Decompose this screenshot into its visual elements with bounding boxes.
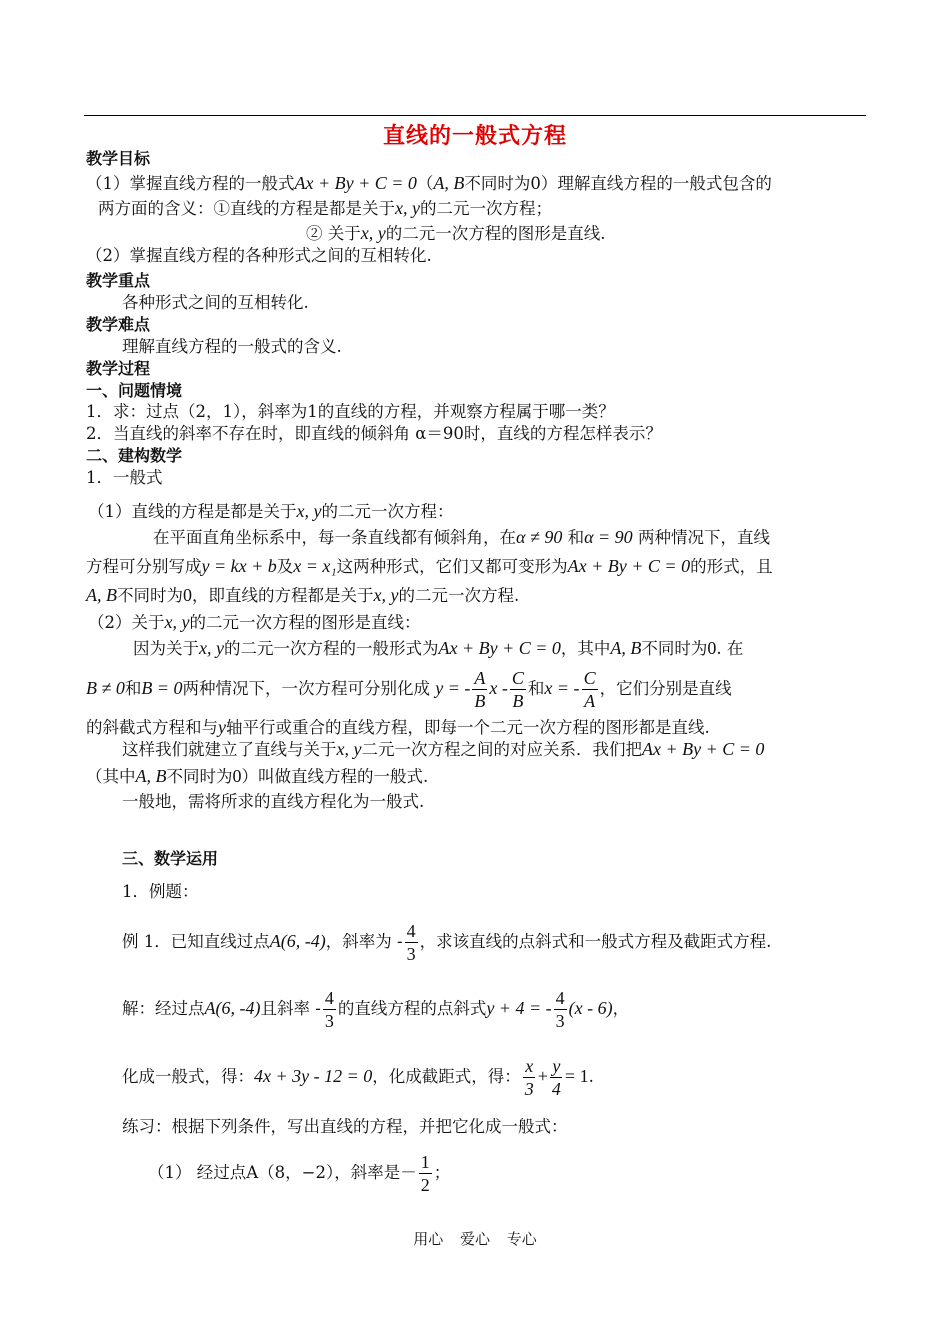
zero: 0 [183, 585, 192, 605]
numerator: 4 [555, 988, 565, 1008]
hard-heading: 教学难点 [86, 315, 151, 334]
fraction-1-over-2 [419, 1153, 432, 1194]
text: （其中 [86, 767, 136, 786]
text: 方程可分别写成 [86, 557, 202, 576]
numerator: x [525, 1056, 534, 1076]
numerator: 4 [324, 988, 334, 1008]
para1 [88, 500, 453, 523]
para6 [133, 637, 743, 660]
practice-1 [148, 1150, 450, 1196]
math-xy: x, y [395, 198, 420, 218]
text: 两种情况下，直线 [637, 528, 770, 547]
text: ， [612, 999, 630, 1018]
key-heading: 教学重点 [86, 271, 151, 290]
numerator: C [511, 668, 524, 688]
example-label: 1．例题： [122, 882, 199, 901]
math-AB: A, B [86, 585, 117, 605]
section2-heading: 二、建构数学 [86, 446, 183, 465]
goal2: （2）掌握直线方程的各种形式之间的互相转化. [86, 246, 432, 265]
numerator: 1 [420, 1152, 430, 1172]
text: 及 [276, 557, 294, 576]
B-eq-0: B = 0 [141, 678, 183, 698]
text: . 在 [716, 639, 744, 658]
para4 [86, 584, 519, 607]
text: （1） 经过点A（8，−2），斜率是－ [148, 1163, 417, 1182]
x-equals-minus: x = - [544, 678, 580, 698]
math-y: y [218, 717, 226, 737]
key-text: 各种形式之间的互相转化. [122, 293, 309, 312]
numerator: C [583, 668, 596, 688]
denominator: 4 [551, 1079, 561, 1099]
math-xy: x, y [336, 739, 362, 759]
B-neq-0: B ≠ 0 [86, 678, 125, 698]
general-form-line [122, 1053, 594, 1100]
zero: 0 [707, 638, 717, 658]
denominator: 3 [406, 944, 416, 964]
equals-one: = 1 [564, 1066, 589, 1086]
hard-text: 理解直线方程的一般式的含义. [122, 337, 342, 356]
fraction-A-over-B [472, 669, 487, 710]
general-form-result: 4x + 3y - 12 = 0 [254, 1066, 373, 1086]
numerator: y [552, 1056, 561, 1076]
page-title: 直线的一般式方程 [382, 124, 567, 149]
para10 [86, 765, 428, 788]
solution-line [122, 985, 629, 1032]
text: 轴平行或重合的直线方程，即每一个二元一次方程的图形都是直线. [226, 718, 710, 737]
text: 不同时为 [166, 767, 233, 786]
numerator: A [474, 668, 486, 688]
fraction-4-over-3 [323, 989, 336, 1030]
section3-heading: 三、数学运用 [122, 849, 219, 868]
math-xy: x, y [373, 585, 399, 605]
slope-form: y = kx + b [201, 556, 277, 576]
text: ，它们分别是直线 [599, 679, 732, 698]
general-equation: Ax + By + C = 0 [567, 556, 691, 576]
math-xy: x, y [296, 501, 322, 521]
text: 的二元一次方程： [321, 502, 454, 521]
denominator: 3 [524, 1079, 534, 1099]
para2 [153, 526, 770, 549]
text: 的二元一次方程的一般形式为 [223, 639, 439, 658]
text: （2）关于 [88, 613, 165, 632]
practice-intro: 练习：根据下列条件，写出直线的方程，并把它化成一般式： [122, 1117, 568, 1136]
math-AB: A, B [433, 173, 465, 193]
text: 化成一般式，得： [122, 1067, 254, 1086]
vertical-form: x = x₁ [293, 556, 337, 576]
denominator: A [584, 691, 596, 711]
para11: 一般地，需将所求的直线方程化为一般式. [122, 792, 425, 811]
text: 不同时为 [117, 586, 183, 605]
goal1-line2 [98, 197, 552, 220]
denominator: B [512, 691, 524, 711]
text: 的二元一次方程的图形是直线. [385, 224, 606, 243]
math-xy: x, y [164, 612, 190, 632]
numerator: 4 [406, 921, 416, 941]
text: 的斜截式方程和与 [86, 718, 218, 737]
text: ； [433, 1163, 451, 1182]
text: （1）掌握直线方程的一般式 [86, 174, 295, 193]
text: 和 [527, 679, 545, 698]
text: ，其中 [560, 639, 611, 658]
text: ）叫做直线方程的一般式. [241, 767, 429, 786]
general-equation: Ax + By + C = 0 [641, 739, 765, 759]
goal-heading: 教学目标 [86, 149, 151, 168]
fraction-4-over-3 [554, 989, 567, 1030]
x-minus: x - [489, 678, 508, 698]
text: 不同时为0）理解直线方程的一般式包含的 [464, 174, 772, 193]
text: 的二元一次方程的图形是直线： [189, 613, 421, 632]
text: 例 1．已知直线过点 [122, 932, 270, 951]
fraction-C-over-A [582, 669, 598, 710]
header-rule [84, 115, 866, 116]
text: 且斜率 - [260, 999, 321, 1018]
text: 这两种形式，它们又都可变形为 [336, 557, 568, 576]
text: 不同时为 [641, 639, 708, 658]
text: 解：经过点 [122, 999, 205, 1018]
text: . [588, 1067, 594, 1086]
point-slope-rhs: (x - 6) [568, 998, 613, 1018]
question-2: 2．当直线的斜率不存在时，即直线的倾斜角 α＝90时，直线的方程怎样表示？ [86, 424, 662, 443]
text: 在平面直角坐标系中，每一条直线都有倾斜角，在 [153, 528, 516, 547]
example-1 [122, 918, 771, 965]
text: 这样我们就建立了直线与关于 [122, 740, 337, 759]
math-AB: A, B [610, 638, 642, 658]
denominator: 3 [324, 1011, 334, 1031]
denominator: 3 [555, 1011, 565, 1031]
math-xy: x, y [199, 638, 224, 658]
math-AB: A, B [135, 766, 167, 786]
para8 [86, 716, 710, 739]
question-1: 1．求：过点（2，1），斜率为1的直线的方程，并观察方程属于哪一类？ [86, 402, 615, 421]
text: ，化成截距式，得： [372, 1067, 521, 1086]
text: ，即直线的方程都是关于 [192, 586, 374, 605]
text: ，求该直线的点斜式和一般式方程及截距式方程. [419, 932, 772, 951]
section1-heading: 一、问题情境 [86, 381, 183, 400]
goal1-line3 [306, 222, 605, 245]
para7 [86, 665, 732, 712]
alpha-neq-90: α ≠ 90 [516, 527, 563, 547]
text: 的二元一次方程； [419, 199, 552, 218]
text: 的直线方程的点斜式 [337, 999, 487, 1018]
plus-sign: + [537, 1066, 548, 1086]
math-xy: x, y [360, 223, 386, 243]
goal1-line1 [86, 172, 772, 195]
page-footer: 用心 爱心 专心 [413, 1230, 537, 1248]
text: 和 [567, 528, 585, 547]
text: ② 关于 [306, 224, 361, 243]
text: 两种情况下，一次方程可分别化成 [182, 679, 431, 698]
text: 和 [124, 679, 142, 698]
text: 两方面的含义：①直线的方程是都是关于 [98, 199, 395, 218]
fraction-C-over-B [510, 669, 526, 710]
text: 因为关于 [133, 639, 199, 658]
text: （1）直线的方程是都是关于 [88, 502, 297, 521]
text: ，斜率为 - [325, 932, 403, 951]
fraction-y-over-4 [550, 1057, 563, 1098]
alpha-eq-90: α = 90 [584, 527, 633, 547]
denominator: 2 [420, 1175, 430, 1195]
general-equation: Ax + By + C = 0 [438, 638, 561, 658]
para9 [122, 738, 764, 761]
y-equals-minus: y = - [435, 678, 471, 698]
process-heading: 教学过程 [86, 359, 151, 378]
item-general-form: 1．一般式 [86, 468, 163, 487]
point-slope-lhs: y + 4 = - [486, 998, 552, 1018]
denominator: B [474, 691, 486, 711]
para5 [88, 611, 420, 634]
text: （ [416, 174, 434, 193]
point-A: A(6, -4) [269, 931, 326, 951]
text: 的二元一次方程. [398, 586, 520, 605]
text: 的形式，且 [690, 557, 773, 576]
general-equation: Ax + By + C = 0 [294, 173, 417, 193]
para3 [86, 555, 773, 578]
text: 二元一次方程之间的对应关系．我们把 [361, 740, 642, 759]
zero: 0 [232, 766, 242, 786]
point-A: A(6, -4) [204, 998, 261, 1018]
fraction-4-over-3 [405, 922, 418, 963]
fraction-x-over-3 [523, 1057, 536, 1098]
